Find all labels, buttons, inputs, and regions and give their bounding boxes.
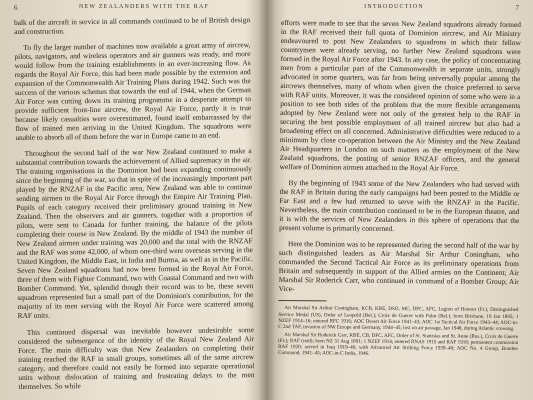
page-number: 6 xyxy=(14,4,18,12)
right-page xyxy=(271,0,533,400)
left-page xyxy=(0,0,262,400)
paragraph: By the beginning of 1943 some of the New Zealanders who had served with the RAF in Britain during the early campaigns had been posted to the Middle or Far East and a few had returned to serve with the RNZAF in the Pacific. Nevertheless, the main contribution continued to be in the European theatre, and it is with the services of New Zealanders in this sphere of operations that the present volume is primarily concerned. xyxy=(279,178,520,234)
left-body-text xyxy=(14,15,255,397)
footnote: Air Marshal Sir Roderick Carr, KBE, CB, DFC, AFC, Order of St. Stanislas and St. Anne (Rus.), Croix de Guerre (Fr.); RAF (retd); born NZ 31 Aug 1891; 1 NZEF 1914; entered RNAS 1915 and RAF 1918; permanent commission RAF 1920; served in Iraq 1919–40, with Advanced Air Striking Force 1939–40; AOC No. 4 Group, Bomber Command, 1941–45; AOC-in-C India, 1946. xyxy=(278,331,519,357)
running-head-left xyxy=(0,4,262,16)
book-gutter xyxy=(258,0,276,400)
running-head-title: NEW ZEALANDERS WITH THE RAF xyxy=(78,4,210,10)
page-number: 7 xyxy=(515,4,519,12)
paragraph: balk of the aircraft in service in all commands continued to be of British design and construction. xyxy=(14,15,251,37)
paragraph: To fly the larger number of machines now available a great army of aircrew, pilots, navigators, and wireless operators and air gunners was ready, and more would follow from the training establishments in an ever-increasing flow. As regards the Royal Air Force, this had been made possible by the extension and expansion of the Commonwealth Air Training Plans during 1942. Such was the success of the various schemes that towards the end of 1944, when the German Air Force was cutting down its training programme in a desperate attempt to provide sufficient front-line aircrew, the Royal Air Force, partly it is true because likely casualties were overestimated, found itself embarrassed by the flow of trained men arriving in the United Kingdom. The squadrons were unable to absorb all of them before the war in Europe came to an end. xyxy=(14,40,252,143)
paragraph: Here the Dominion was to be represented during the second half of the war by such distinguished leaders as Air Marshal Sir Arthur Coningham, who commanded the Second Tactical Air Force as its preliminary operations from Britain and subsequently in support of the Allied armies on the Continent; Air Marshal Sir Roderick Carr, who continued in command of a Bomber Group; Air Vice- xyxy=(278,239,520,294)
paragraph: This continued dispersal was inevitable however undesirable some considered the submergence of the identity of the Royal New Zealand Air Force. The main difficulty was that New Zealanders on completing their training reached the RAF in small groups, sometimes all of the same aircrew category, and therefore could not easily be formed into separate operational units without dislocation of training and frustrating delays to the men themselves. So while xyxy=(17,324,255,391)
paragraph: Throughout the second half of the war New Zealand continued to make a substantial contribution towards the achievement of Allied supremacy in the air. The training organisations in the Dominion had been expanding continuously since the beginning of the war, so that in spite of the increasingly important part played by the RNZAF in the Pacific area, New Zealand was able to continue sending airmen to the Royal Air Force through the Empire Air Training Plan. Pupils of each category received their preliminary ground training in New Zealand. Then the observers and air gunners, together with a proportion of pilots, were sent to Canada for further training, the balance of the pilots completing their course in New Zealand. By the middle of 1943 the number of New Zealand airmen under training was 20,000 and the total with the RNZAF and the RAF was some 42,000, of whom one-third were overseas serving in the United Kingdom, the Middle East, in India and Burma, as well as in the Pacific. Seven New Zealand squadrons had now been formed in the Royal Air Force, three of them with Fighter Command, two with Coastal Command and two with Bomber Command. Yet, splendid though their record was to be, these seven squadrons represented but a small part of the Dominion's contribution, for the majority of its men serving with the Royal Air Force were scattered among RAF units. xyxy=(15,146,254,321)
footnotes xyxy=(278,305,518,358)
footnote: Air Marshal Sir Arthur Coningham, KCB, KBE, DSO, MC, DFC, AFC, Legion of Honour (Fr.), Distinguished Service Medal (US), Order of Leopold (Bel.); Croix de Guerre with Palm (Bel.); born Brisbane, 19 Jan 1895; 1 NZEF 1914–16; entered RFC 1916; AOC Desert Air Force 1941–43; AOC 1st Tactical Air Force 1943–44; AOC-in-C 2nd TAF, invasion of NW Europe and Germany, 1944–45; lost on air passage, Jan 1948, during Atlantic crossing. xyxy=(278,305,519,332)
right-body-text xyxy=(278,18,521,360)
running-head-right xyxy=(271,4,533,16)
running-head-title: INTRODUCTION xyxy=(364,4,424,10)
paragraph: efforts were made to see that the seven New Zealand squadrons already formed in the RAF received their full quota of Dominion aircrew, and Air Ministry endeavoured to post New Zealanders to squadrons in which their fellow countrymen were already serving, no further New Zealand squadrons were formed in the Royal Air Force after 1943. In any case, the policy of concentrating men from a particular part of the Commonwealth in separate units, strongly advocated in some quarters, was far from being universally popular among the aircrews themselves, many of whom when given the choice preferred to serve with RAF units. Moreover, it was the considered opinion of some who were in a position to see both sides of the problem that the more flexible arrangements adopted by New Zealand were not only of the greatest help to the RAF in securing the best possible employment of all trained aircrew but also had a broadening effect on all concerned. Administrative difficulties were reduced to a minimum by close co-operation between the Air Ministry and the New Zealand Air Headquarters in London on such matters as the employment of the New Zealand squadrons, the posting of senior RNZAF officers, and the general welfare of Dominion airmen attached to the Royal Air Force. xyxy=(279,18,521,173)
footnote-rule xyxy=(279,300,327,301)
